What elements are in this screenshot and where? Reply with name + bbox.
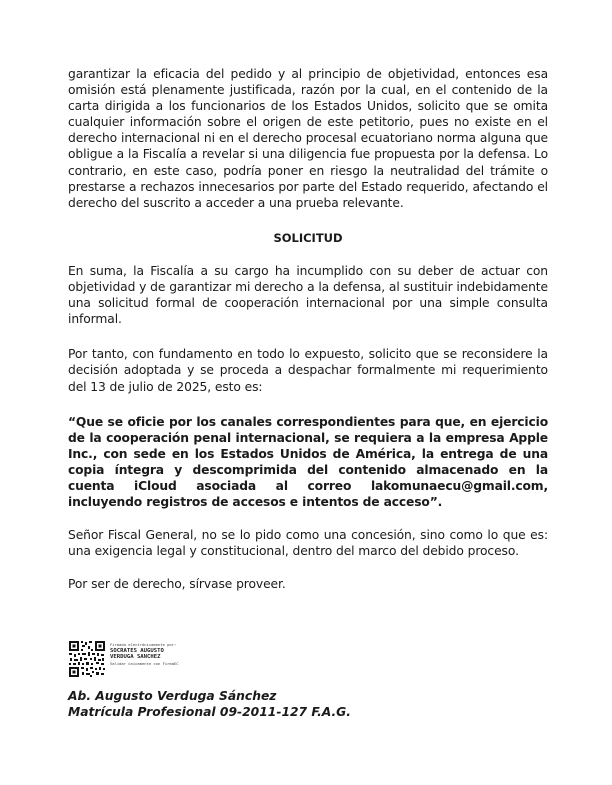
quoted-request: “Que se oficie por los canales correspondientes para que, en ejercicio de la cooperación penal internacional, se requiera a la empresa Apple Inc., con sede en los Estados Unidos de América, la entrega de una copia íntegra y descomprimida del contenido almacenado en la cuenta iCloud asociada al correo lakomunaecu@gmail.com, incluyendo registros de accesos e intentos de acceso”. <box>68 414 548 510</box>
signatory-block <box>68 688 351 720</box>
document-body <box>68 66 548 592</box>
signature-qr-code-icon <box>68 640 106 678</box>
electronic-signature-block <box>68 640 328 680</box>
signatory-registration: Matrícula Profesional 09-2011-127 F.A.G. <box>68 705 351 719</box>
paragraph-closing: Señor Fiscal General, no se lo pido como una concesión, sino como lo que es: una exigencia legal y constitucional, dentro del marco del debido proceso. <box>68 528 548 559</box>
paragraph-request-intro: Por tanto, con fundamento en todo lo expuesto, solicito que se reconsidere la decisión adoptada y se proceda a despachar formalmente mi requerimiento del 13 de julio de 2025, esto es: <box>68 347 548 394</box>
section-heading-solicitud: SOLICITUD <box>273 230 343 245</box>
paragraph-proveer: Por ser de derecho, sírvase proveer. <box>68 577 286 592</box>
esign-name-line-1: SOCRATES AUGUSTO <box>110 648 164 655</box>
esign-name-line-2: VERDUGA SANCHEZ <box>110 654 161 661</box>
signatory-name: Ab. Augusto Verduga Sánchez <box>68 689 277 703</box>
esign-header: Firmado electrónicamente por: <box>110 642 177 647</box>
esign-footer: Validar únicamente con FirmaEC <box>110 660 179 666</box>
paragraph-summary: En suma, la Fiscalía a su cargo ha incumplido con su deber de actuar con objetividad y de garantizar mi derecho a la defensa, al sustituir indebidamente una solicitud formal de cooperación internacional por una simple consulta informal. <box>68 263 548 327</box>
electronic-signature-text <box>110 642 280 667</box>
paragraph-objectivity: garantizar la eficacia del pedido y al principio de objetividad, entonces esa omisión está plenamente justificada, razón por la cual, en el contenido de la carta dirigida a los funcionarios de los Estados Unidos, solicito que se omita cualquier información sobre el origen de este petitorio, pues no existe en el derecho internacional ni en el derecho procesal ecuatoriano norma alguna que obligue a la Fiscalía a revelar si una diligencia fue propuesta por la defensa. Lo contrario, en este caso, podría poner en riesgo la neutralidad del trámite o prestarse a rechazos innecesarios por parte del Estado requerido, afectando el derecho del suscrito a acceder a una prueba relevante. <box>68 67 548 210</box>
